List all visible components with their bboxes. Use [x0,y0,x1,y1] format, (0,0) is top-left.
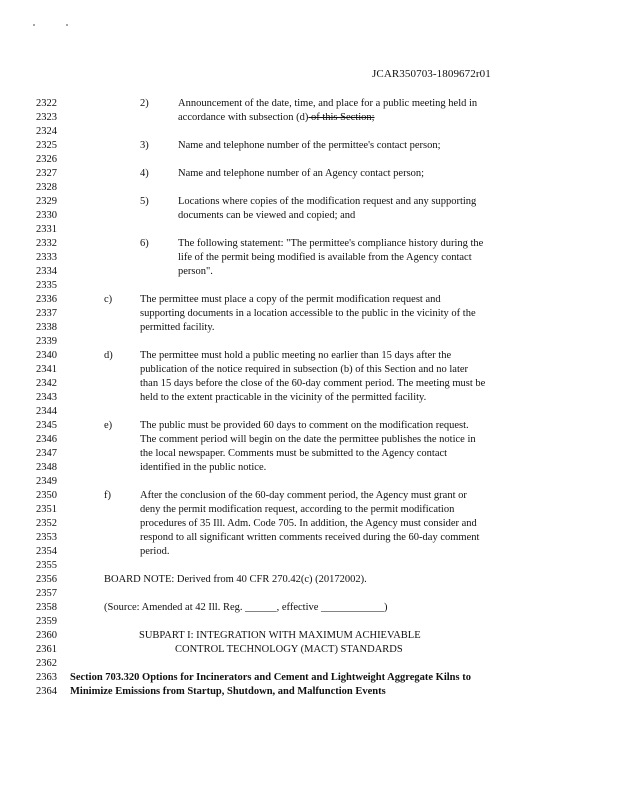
item-6-line-1: The following statement: "The permittee's compliance history during the [178,238,484,249]
line-number: 2356 [36,574,57,585]
subsection-f-line-1: After the conclusion of the 60-day comment period, the Agency must grant or [140,490,467,501]
line-number: 2323 [36,112,57,123]
line-number: 2351 [36,504,57,515]
line-number: 2325 [36,140,57,151]
item-2-struck-text: of this Section; [308,112,375,123]
subpart-heading-line-1: SUBPART I: INTEGRATION WITH MAXIMUM ACHIEVABLE [139,630,421,641]
line-number: 2329 [36,196,57,207]
subsection-c-line-3: permitted facility. [140,322,215,333]
item-6-line-2: life of the permit being modified is available from the Agency contact [178,252,472,263]
item-4-label: 4) [140,168,149,179]
subsection-d-line-3: than 15 days before the close of the 60-day comment period. The meeting must be [140,378,486,389]
item-2-label: 2) [140,98,149,109]
subsection-f-line-4: respond to all significant written comments received during the 60-day comment [140,532,480,543]
line-number: 2360 [36,630,57,641]
subsection-c-line-2: supporting documents in a location accessible to the public in the vicinity of the [140,308,476,319]
source-note: (Source: Amended at 42 Ill. Reg. ______, effective ____________) [104,602,388,613]
line-number: 2364 [36,686,57,697]
subsection-f-line-3: procedures of 35 Ill. Adm. Code 705. In addition, the Agency must consider and [140,518,477,529]
subsection-c-line-1: The permittee must place a copy of the permit modification request and [140,294,441,305]
line-number: 2355 [36,560,57,571]
line-number: 2343 [36,392,57,403]
subsection-f-line-5: period. [140,546,170,557]
line-number: 2331 [36,224,57,235]
subsection-d-line-2: publication of the notice required in subsection (b) of this Section and no later [140,364,469,375]
line-number: 2345 [36,420,57,431]
line-number: 2338 [36,322,57,333]
scan-speck [66,24,68,26]
subsection-e-line-4: identified in the public notice. [140,462,267,473]
line-number: 2330 [36,210,57,221]
subsection-d-label: d) [104,350,113,361]
item-5-line-2: documents can be viewed and copied; and [178,210,356,221]
line-number: 2362 [36,658,57,669]
item-6-label: 6) [140,238,149,249]
line-number: 2337 [36,308,57,319]
item-6-line-3: person". [178,266,213,277]
subpart-heading-line-2: CONTROL TECHNOLOGY (MACT) STANDARDS [175,644,403,655]
board-note: BOARD NOTE: Derived from 40 CFR 270.42(c) (20172002). [104,574,367,585]
line-number: 2328 [36,182,57,193]
line-number: 2347 [36,448,57,459]
subsection-e-line-1: The public must be provided 60 days to comment on the modification request. [140,420,469,431]
line-number: 2357 [36,588,57,599]
line-number: 2334 [36,266,57,277]
item-2-line-1: Announcement of the date, time, and place for a public meeting held in [178,98,478,109]
line-number: 2335 [36,280,57,291]
line-number: 2344 [36,406,57,417]
section-heading-line-2: Minimize Emissions from Startup, Shutdown, and Malfunction Events [70,686,386,697]
line-number: 2349 [36,476,57,487]
line-number: 2327 [36,168,57,179]
line-number: 2332 [36,238,57,249]
subsection-f-label: f) [104,490,111,501]
item-3-label: 3) [140,140,149,151]
document-id: JCAR350703-1809672r01 [372,68,491,80]
item-2-line-2-text: accordance with subsection (d) [178,112,309,123]
subsection-f-line-2: deny the permit modification request, according to the permit modification [140,504,455,515]
line-number: 2353 [36,532,57,543]
item-2-line-2 [178,111,375,125]
subsection-c-label: c) [104,294,113,305]
subsection-e-label: e) [104,420,113,431]
line-number: 2359 [36,616,57,627]
line-number: 2358 [36,602,57,613]
line-number: 2336 [36,294,57,305]
line-number: 2346 [36,434,57,445]
subsection-d-line-4: held to the extent practicable in the vicinity of the permitted facility. [140,392,427,403]
line-number: 2341 [36,364,57,375]
item-4-text: Name and telephone number of an Agency contact person; [178,168,425,179]
subsection-d-line-1: The permittee must hold a public meeting no earlier than 15 days after the [140,350,452,361]
subsection-e-line-2: The comment period will begin on the date the permittee publishes the notice in [140,434,476,445]
subsection-e-line-3: the local newspaper. Comments must be submitted to the Agency contact [140,448,448,459]
line-number: 2339 [36,336,57,347]
item-5-line-1: Locations where copies of the modification request and any supporting [178,196,477,207]
line-number: 2361 [36,644,57,655]
line-number: 2348 [36,462,57,473]
item-3-text: Name and telephone number of the permittee's contact person; [178,140,441,151]
scan-speck [33,24,35,26]
line-number: 2342 [36,378,57,389]
line-number: 2354 [36,546,57,557]
line-number: 2326 [36,154,57,165]
line-number: 2352 [36,518,57,529]
section-heading-line-1: Section 703.320 Options for Incinerators and Cement and Lightweight Aggregate Kilns to [70,672,471,683]
line-number: 2324 [36,126,57,137]
line-number: 2333 [36,252,57,263]
item-5-label: 5) [140,196,149,207]
line-number: 2340 [36,350,57,361]
line-number: 2363 [36,672,57,683]
line-number: 2322 [36,98,57,109]
line-number: 2350 [36,490,57,501]
